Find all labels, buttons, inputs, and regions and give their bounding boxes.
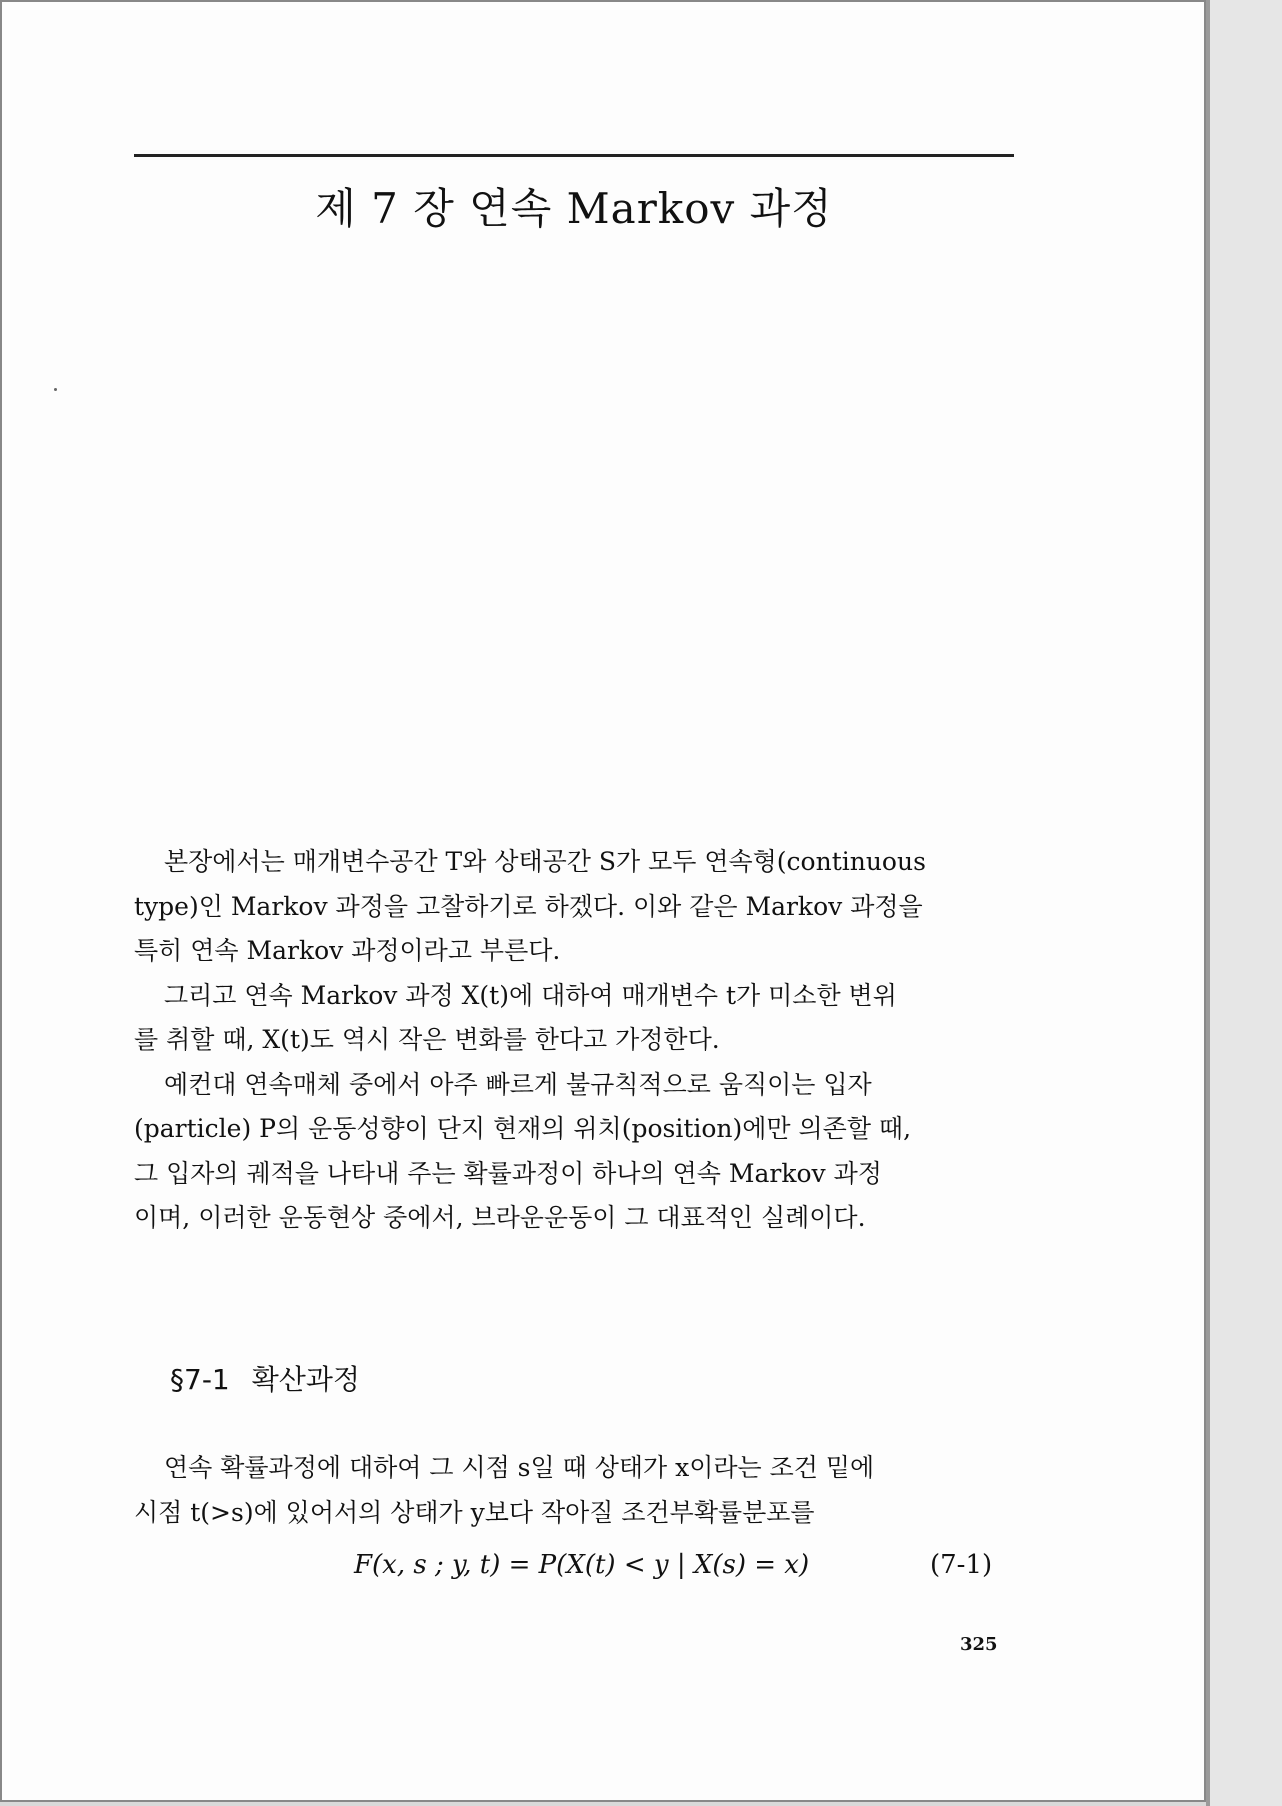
intro-line-2: type)인 Markov 과정을 고찰하기로 하겠다. 이와 같은 Markov 과정을 — [134, 891, 923, 921]
intro-line-8: 그 입자의 궤적을 나타내 주는 확률과정이 하나의 연속 Markov 과정 — [134, 1158, 882, 1188]
chapter-top-rule — [134, 154, 1014, 157]
section-number: §7-1 — [170, 1363, 230, 1396]
intro-line-4: 그리고 연속 Markov 과정 X(t)에 대하여 매개변수 t가 미소한 변위 — [164, 980, 897, 1010]
section-heading — [170, 1358, 382, 1398]
section-title: 확산과정 — [251, 1363, 360, 1396]
intro-line-5: 를 취할 때, X(t)도 역시 작은 변화를 한다고 가정한다. — [134, 1025, 720, 1054]
equation-number: (7-1) — [930, 1550, 993, 1580]
equation-formula: F(x, s ; y, t) = P(X(t) < y | X(s) = x) — [354, 1550, 810, 1580]
scan-speck — [54, 388, 57, 391]
viewer-background — [1210, 0, 1282, 1806]
section-line-1: 연속 확률과정에 대하여 그 시점 s일 때 상태가 x이라는 조건 밑에 — [164, 1453, 875, 1482]
section-line-2: 시점 t(>s)에 있어서의 상태가 y보다 작아질 조건부확률분포를 — [134, 1497, 815, 1527]
intro-line-9: 이며, 이러한 운동현상 중에서, 브라운운동이 그 대표적인 실례이다. — [134, 1203, 866, 1232]
page-number: 325 — [960, 1634, 998, 1655]
intro-line-3: 특히 연속 Markov 과정이라고 부른다. — [134, 936, 561, 965]
intro-line-1: 본장에서는 매개변수공간 T와 상태공간 S가 모두 연속형(continuous — [164, 847, 926, 876]
chapter-title: 제 7 장 연속 Markov 과정 — [315, 184, 833, 233]
section-paragraph — [134, 1446, 1034, 1535]
intro-line-6: 예컨대 연속매체 중에서 아주 빠르게 불규칙적으로 움직이는 입자 — [164, 1069, 872, 1099]
intro-paragraphs — [134, 840, 1034, 1241]
intro-line-7: (particle) P의 운동성향이 단지 현재의 위치(position)에만 의존할 때, — [134, 1114, 912, 1143]
